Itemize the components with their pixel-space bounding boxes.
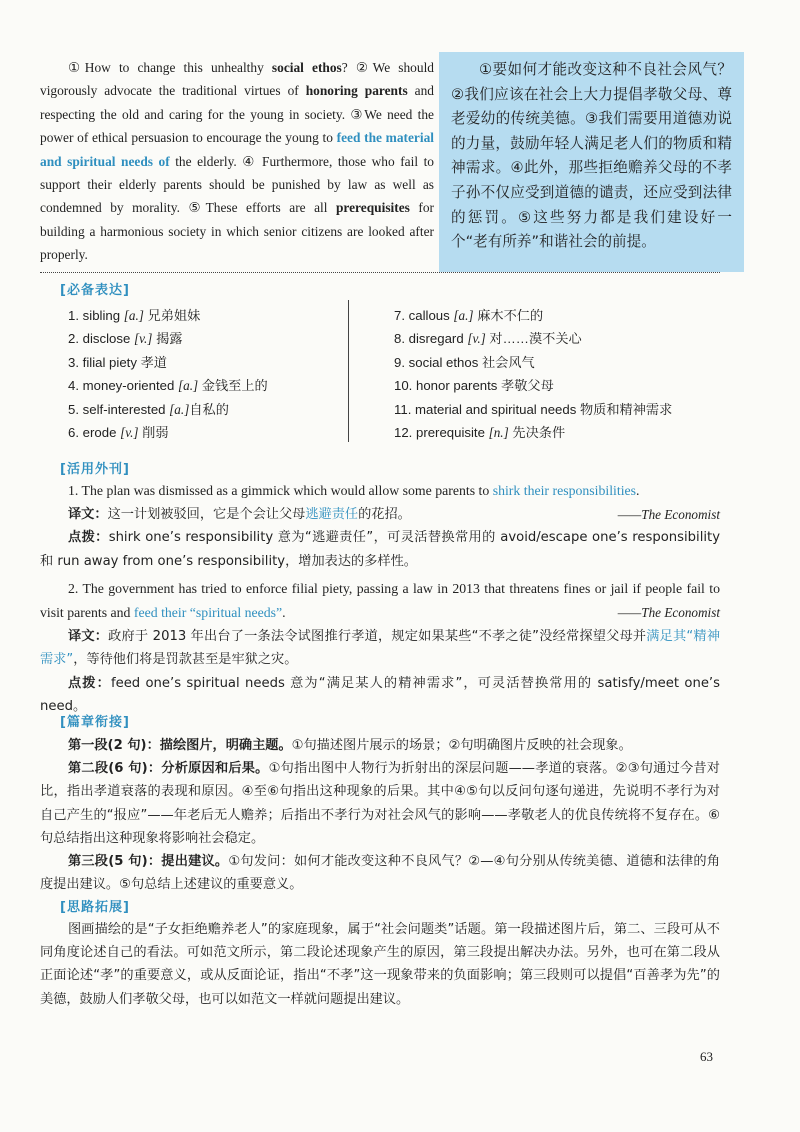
source-citation: ——The Economist [617, 605, 720, 621]
chinese-translation-box: ①要如何才能改变这种不良社会风气？②我们应该在社会上大力提倡孝敬父母、尊老爱幼的传统美德。③我们需要用道德劝说的力量，鼓励年轻人满足老人们的物质和精神需求。④此外，那些拒绝赡养父母的不孝子孙不仅应受到道德的谴责，还应受到法律的惩罚。⑤这些努力都是我们建设好一个“老有所养”和谐社会的前提。 [439, 52, 744, 272]
vocab-item: 11. material and spiritual needs 物质和精神需求 [394, 401, 673, 417]
highlighted-phrase: feed the material and spiritual needs of [40, 130, 434, 169]
vocab-item: 10. honor parents 孝敬父母 [394, 378, 554, 394]
example-2: 2. The government has tried to enforce filial piety, passing a law in 2013 that threatens fines or jail if people fail to visit parents and feed their “spiritual needs”. ——The Economist [40, 577, 720, 625]
vocab-item: 4. money-oriented [a.] 金钱至上的 [68, 378, 268, 394]
vocab-column-left [68, 304, 268, 444]
vocab-item: 7. callous [a.] 麻木不仁的 [394, 308, 544, 323]
vocab-item: 6. erode [v.] 削弱 [68, 424, 169, 440]
vocab-item: 1. sibling [a.] 兄弟姐妹 [68, 308, 201, 323]
sentence-number: ② [355, 60, 373, 75]
sentence-number: ③ [350, 106, 365, 122]
bilingual-passage [40, 56, 760, 268]
sentence-number: ④ [242, 153, 257, 169]
vocab-divider [348, 300, 349, 442]
keyword-prerequisites: prerequisites [335, 200, 410, 216]
section-label-expansion: [思路拓展] [60, 900, 130, 915]
dotted-divider [40, 272, 720, 273]
vocab-column-right [394, 304, 672, 444]
vocab-item: 8. disregard [v.] 对……漠不关心 [394, 331, 582, 347]
usage-block [40, 479, 720, 718]
structure-para-2: 第二段(6 句)：分析原因和后果。①句指出图中人物行为折射出的深层问题——孝道的衰落。②③句通过今昔对比，指出孝道衰落的表现和原因。④至⑥句指出这种现象的后果。其中④⑤句以反问句逐句递进，先说明不孝行为对自己产生的“报应”——年老后无人赡养；后指出不孝行为对社会风气的影响——孝敬老人的优良传统将不复存在。⑥句总结指出这种现象将影响社会稳定。 [40, 761, 720, 846]
translation-1: 译文：这一计划被驳回，它是个会让父母逃避责任的花招。 [68, 507, 411, 523]
expansion-block: 图画描绘的是“子女拒绝赡养老人”的家庭现象，属于“社会问题类”话题。第一段描述图片后，第二、三段可从不同角度论述自己的看法。可如范文所示，第二段论述现象产生的原因，第三段提出解决办法。另外，也可在第二段从正面论述“孝”的重要意义，或从反面论证，指出“不孝”这一现象带来的负面影响；第三段则可以提倡“百善孝为先”的美德，鼓励人们孝敬父母，也可以如范文一样就问题提出建议。 [40, 922, 720, 1007]
highlighted-phrase: shirk their responsibilities [492, 483, 637, 498]
structure-para-3: 第三段(5 句)：提出建议。①句发问：如何才能改变这种不良风气？②—④句分别从传统美德、道德和法律的角度提出建议。⑤句总结上述建议的重要意义。 [40, 854, 720, 893]
vocab-item: 3. filial piety 孝道 [68, 354, 167, 370]
vocab-item: 5. self-interested [a.]自私的 [68, 401, 229, 417]
page-number: 63 [700, 1049, 713, 1064]
vocab-item: 9. social ethos 社会风气 [394, 354, 535, 370]
sentence-number: ⑤ [188, 200, 206, 216]
source-citation: ——The Economist [617, 507, 720, 523]
sentence-number: ① [68, 60, 85, 75]
section-label-structure: [篇章衔接] [60, 715, 130, 730]
example-1: 1. The plan was dismissed as a gimmick which would allow some parents to shirk their responsibilities. ——The Economist [40, 479, 720, 503]
keyword-social-ethos: social ethos [271, 60, 342, 75]
tip-1: 点拨：shirk one’s responsibility 意为“逃避责任”，可灵活替换常用的 avoid/escape one’s responsibility 和 run away from one’s responsibility，增加表达的多样性。 [40, 530, 720, 569]
structure-block [40, 734, 720, 896]
vocab-item: 12. prerequisite [n.] 先决条件 [394, 424, 566, 440]
vocab-item: 2. disclose [v.] 揭露 [68, 331, 183, 347]
highlighted-phrase: feed their “spiritual needs” [133, 605, 283, 621]
english-paragraph: ①How to change this unhealthy social ethos? ②We should vigorously advocate the traditional virtues of honoring parents and respecting the old and caring for the young in society. ③We need the power of ethical persuasion to encourage the young to feed the material and spiritual needs of the elderly. ④ Furthermore, those who fail to support their elderly parents should be punished by law as well as condemned by morality. ⑤These efforts are all prerequisites for building a harmonious society in which senior citizens are looked after properly. [40, 60, 434, 263]
tip-2: 点拨：feed one’s spiritual needs 意为“满足某人的精神需求”，可灵活替换常用的 satisfy/meet one’s need。 [40, 675, 720, 714]
structure-para-1: 第一段(2 句)：描绘图片，明确主题。①句描述图片展示的场景；②句明确图片反映的社会现象。 [68, 738, 632, 753]
keyword-honoring-parents: honoring parents [305, 83, 408, 99]
section-label-usage: [活用外刊] [60, 462, 130, 477]
section-label-vocab: [必备表达] [60, 283, 130, 298]
translation-2: 译文：政府于 2013 年出台了一条法令试图推行孝道，规定如果某些“不孝之徒”没经常探望父母并满足其“精神需求”，等待他们将是罚款甚至是牢狱之灾。 [40, 629, 721, 668]
